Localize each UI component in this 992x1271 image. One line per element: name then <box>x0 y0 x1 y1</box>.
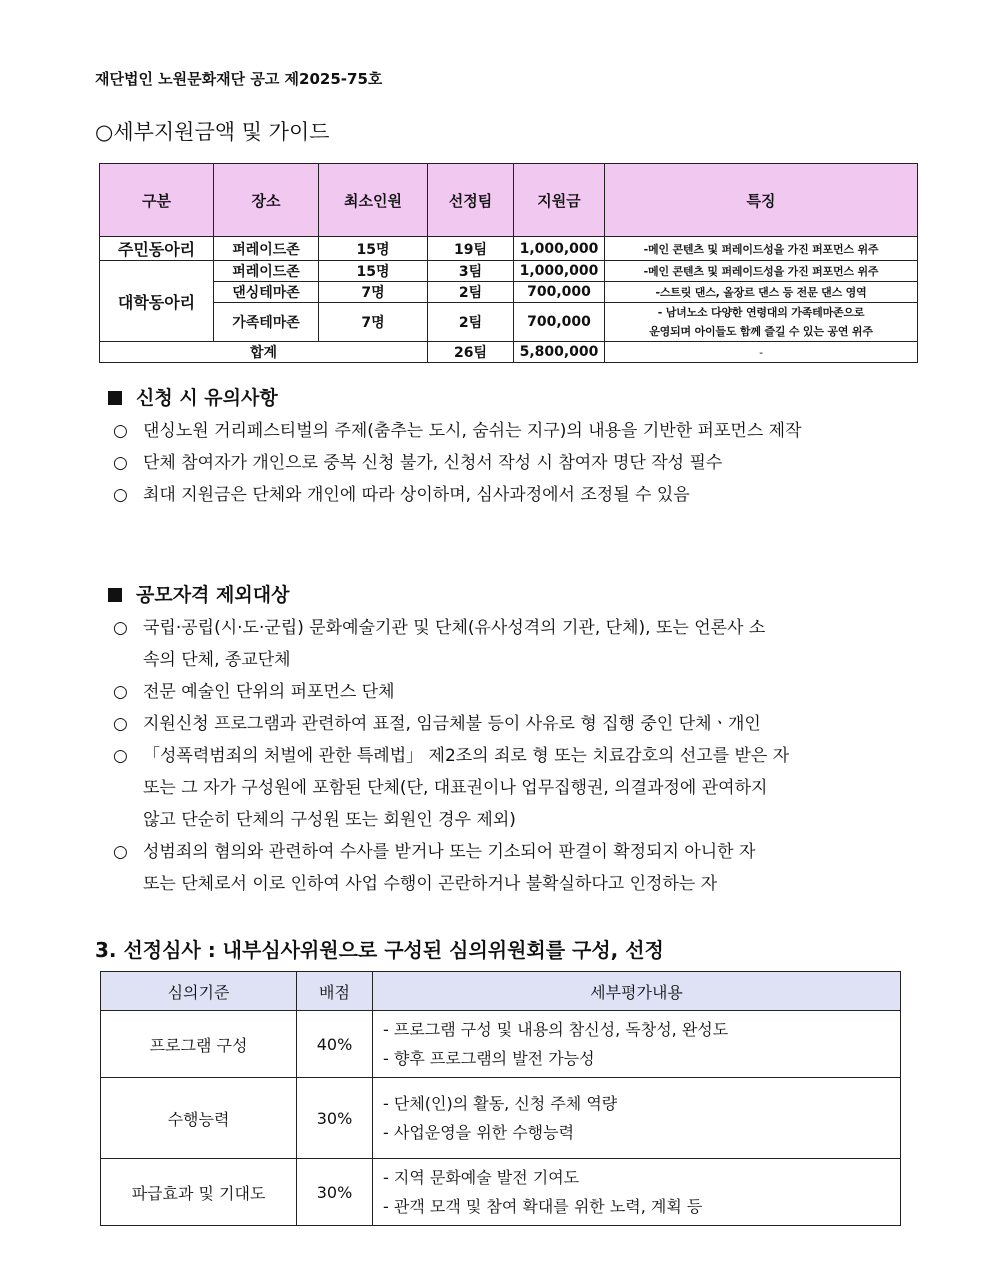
amount-cell: 1,000,000 <box>514 237 605 261</box>
list-item <box>113 612 903 676</box>
detail-line: - 관객 모객 및 참여 확대를 위한 노력, 계획 등 <box>383 1197 703 1216</box>
table-row <box>101 1159 901 1226</box>
criterion-cell: 프로그램 구성 <box>101 1011 297 1078</box>
list-item-text: 또는 단체로서 이로 인하여 사업 수행이 곤란하거나 불확실하다고 인정하는 자 <box>143 874 718 894</box>
notice-section-heading <box>108 383 278 410</box>
detail-cell <box>373 1159 901 1226</box>
notice-list <box>113 415 903 511</box>
circle-bullet-icon: ○ <box>113 453 128 473</box>
circle-bullet-icon: ○ <box>113 714 128 734</box>
min-people-cell: 15명 <box>319 261 428 282</box>
detail-line: - 사업운영을 위한 수행능력 <box>383 1123 575 1142</box>
list-item-text: 또는 그 자가 구성원에 포함된 단체(단, 대표권이나 업무집행권, 의결과정에 관여하지 <box>143 778 768 798</box>
grant-table <box>99 163 918 363</box>
list-item <box>113 447 903 479</box>
feature-line: - 남녀노소 다양한 연령대의 가족테마존으로 <box>657 306 865 319</box>
place-cell: 퍼레이드존 <box>214 237 319 261</box>
feature-cell: -메인 콘텐츠 및 퍼레이드성을 가진 퍼포먼스 위주 <box>605 261 918 282</box>
detail-cell <box>373 1078 901 1159</box>
place-cell: 퍼레이드존 <box>214 261 319 282</box>
list-item-text: 지원신청 프로그램과 관련하여 표절, 임금체불 등이 사유로 형 집행 중인 단체ㆍ개인 <box>143 714 761 734</box>
header-feature: 특징 <box>605 164 918 237</box>
min-people-cell: 7명 <box>319 282 428 303</box>
score-cell: 30% <box>297 1159 373 1226</box>
criterion-cell: 파급효과 및 기대도 <box>101 1159 297 1226</box>
feature-cell: -스트릿 댄스, 올장르 댄스 등 전문 댄스 영역 <box>605 282 918 303</box>
list-item <box>113 708 903 740</box>
score-cell: 40% <box>297 1011 373 1078</box>
amount-cell: 700,000 <box>514 282 605 303</box>
list-item <box>113 836 903 900</box>
category-cell: 대학동아리 <box>100 261 214 342</box>
table-total-row <box>100 342 918 363</box>
amount-cell: 1,000,000 <box>514 261 605 282</box>
list-item-text: 성범죄의 혐의와 관련하여 수사를 받거나 또는 기소되어 판결이 확정되지 아니한 자 <box>143 842 756 862</box>
circle-bullet-icon: ○ <box>113 842 128 862</box>
place-cell: 댄싱테마존 <box>214 282 319 303</box>
total-feature: - <box>605 342 918 363</box>
teams-cell: 2팀 <box>428 303 514 342</box>
header-place: 장소 <box>214 164 319 237</box>
square-bullet-icon <box>108 588 122 602</box>
square-bullet-icon <box>108 391 122 405</box>
min-people-cell: 15명 <box>319 237 428 261</box>
score-cell: 30% <box>297 1078 373 1159</box>
list-item <box>113 415 903 447</box>
evaluation-table <box>100 971 901 1226</box>
amount-cell: 700,000 <box>514 303 605 342</box>
total-amount: 5,800,000 <box>514 342 605 363</box>
total-label: 합계 <box>100 342 428 363</box>
list-item-text: 속의 단체, 종교단체 <box>143 650 291 670</box>
header-teams: 선정팀 <box>428 164 514 237</box>
notice-section-title: 신청 시 유의사항 <box>136 387 278 409</box>
list-item <box>113 676 903 708</box>
table-row <box>100 261 918 282</box>
list-item-text: 댄싱노원 거리페스티벌의 주제(춤추는 도시, 숨쉬는 지구)의 내용을 기반한 퍼포먼스 제작 <box>143 421 802 441</box>
table-row <box>101 1011 901 1078</box>
section-title: ○세부지원금액 및 가이드 <box>95 120 330 144</box>
list-item-text: 전문 예술인 단위의 퍼포먼스 단체 <box>143 682 395 702</box>
evaluation-heading: 3. 선정심사 : 내부심사위원으로 구성된 심의위원회를 구성, 선정 <box>95 938 664 962</box>
notice-number: 재단법인 노원문화재단 공고 제2025-75호 <box>95 70 383 88</box>
detail-cell <box>373 1011 901 1078</box>
circle-bullet-icon: ○ <box>113 421 128 441</box>
circle-bullet-icon: ○ <box>113 746 128 766</box>
header-amount: 지원금 <box>514 164 605 237</box>
exclusion-section-heading <box>108 580 289 607</box>
header-category: 구분 <box>100 164 214 237</box>
feature-cell <box>605 303 918 342</box>
grant-table-header <box>100 164 918 237</box>
table-row <box>100 303 918 342</box>
list-item-text: 국립·공립(시·도·군립) 문화예술기관 및 단체(유사성격의 기관, 단체), 또는 언론사 소 <box>143 618 766 638</box>
exclusion-list <box>113 612 903 900</box>
teams-cell: 3팀 <box>428 261 514 282</box>
circle-bullet-icon: ○ <box>113 485 128 505</box>
place-cell: 가족테마존 <box>214 303 319 342</box>
detail-line: - 지역 문화예술 발전 기여도 <box>383 1168 580 1187</box>
min-people-cell: 7명 <box>319 303 428 342</box>
feature-cell: -메인 콘텐츠 및 퍼레이드성을 가진 퍼포먼스 위주 <box>605 237 918 261</box>
feature-line: 운영되며 아이들도 함께 즐길 수 있는 공연 위주 <box>649 325 873 338</box>
detail-line: - 향후 프로그램의 발전 가능성 <box>383 1049 595 1068</box>
table-row <box>101 1078 901 1159</box>
list-item <box>113 479 903 511</box>
exclusion-section-title: 공모자격 제외대상 <box>136 584 290 606</box>
criterion-cell: 수행능력 <box>101 1078 297 1159</box>
list-item-text: 단체 참여자가 개인으로 중복 신청 불가, 신청서 작성 시 참여자 명단 작성 필수 <box>143 453 723 473</box>
list-item-text: 「성폭력범죄의 처벌에 관한 특례법」 제2조의 죄로 형 또는 치료감호의 선고를 받은 자 <box>143 746 790 766</box>
table-row <box>100 282 918 303</box>
header-min-people: 최소인원 <box>319 164 428 237</box>
teams-cell: 19팀 <box>428 237 514 261</box>
total-teams: 26팀 <box>428 342 514 363</box>
circle-bullet-icon: ○ <box>113 618 128 638</box>
header-criterion: 심의기준 <box>101 972 297 1011</box>
detail-line: - 단체(인)의 활동, 신청 주체 역량 <box>383 1094 618 1113</box>
table-row <box>100 237 918 261</box>
evaluation-table-header <box>101 972 901 1011</box>
circle-bullet-icon: ○ <box>113 682 128 702</box>
category-cell: 주민동아리 <box>100 237 214 261</box>
list-item-text: 최대 지원금은 단체와 개인에 따라 상이하며, 심사과정에서 조정될 수 있음 <box>143 485 690 505</box>
list-item <box>113 740 903 836</box>
header-score: 배점 <box>297 972 373 1011</box>
detail-line: - 프로그램 구성 및 내용의 참신성, 독창성, 완성도 <box>383 1020 729 1039</box>
teams-cell: 2팀 <box>428 282 514 303</box>
list-item-text: 않고 단순히 단체의 구성원 또는 회원인 경우 제외) <box>143 810 516 830</box>
header-detail: 세부평가내용 <box>373 972 901 1011</box>
